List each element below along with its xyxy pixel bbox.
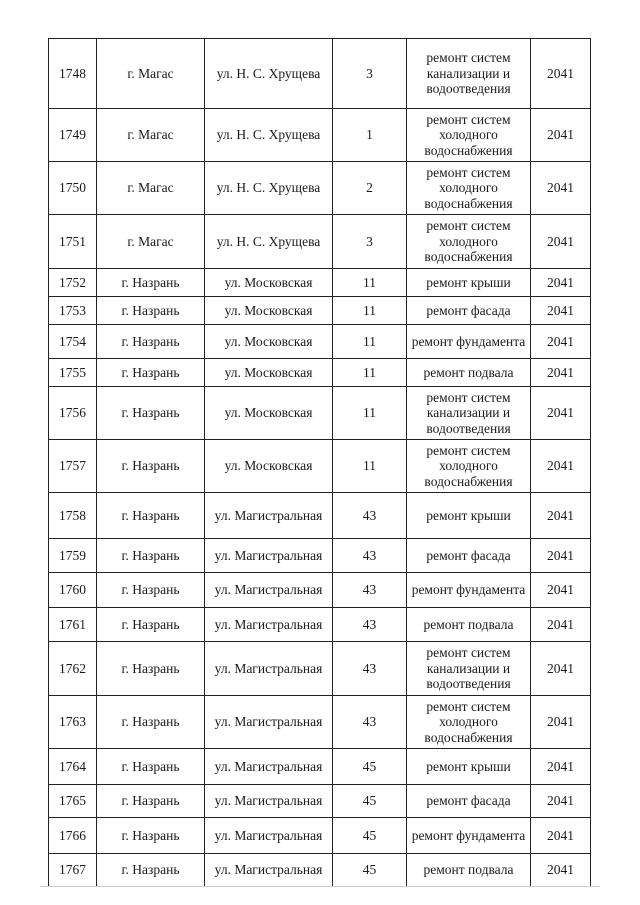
repair-type-cell: ремонт систем холодного водоснабжения: [407, 215, 531, 269]
table-row: [49, 854, 591, 887]
year-cell: 2041: [531, 162, 591, 215]
row-number-cell: 1748: [49, 39, 97, 109]
year-cell: 2041: [531, 325, 591, 359]
table-body: [49, 39, 591, 887]
city-cell: г. Магас: [97, 109, 205, 162]
repair-type-cell: ремонт фасада: [407, 539, 531, 573]
repair-type-cell: ремонт систем холодного водоснабжения: [407, 109, 531, 162]
city-cell: г. Магас: [97, 162, 205, 215]
street-cell: ул. Московская: [205, 269, 333, 297]
row-number-cell: 1752: [49, 269, 97, 297]
table-row: [49, 297, 591, 325]
city-cell: г. Назрань: [97, 440, 205, 493]
year-cell: 2041: [531, 297, 591, 325]
street-cell: ул. Магистральная: [205, 749, 333, 785]
house-number-cell: 11: [333, 325, 407, 359]
street-cell: ул. Магистральная: [205, 696, 333, 749]
table-row: [49, 539, 591, 573]
repair-type-cell: ремонт фундамента: [407, 818, 531, 854]
table-row: [49, 387, 591, 440]
year-cell: 2041: [531, 269, 591, 297]
table-row: [49, 162, 591, 215]
year-cell: 2041: [531, 493, 591, 539]
repair-type-cell: ремонт крыши: [407, 749, 531, 785]
table-row: [49, 269, 591, 297]
city-cell: г. Назрань: [97, 608, 205, 642]
street-cell: ул. Магистральная: [205, 818, 333, 854]
table-row: [49, 215, 591, 269]
city-cell: г. Назрань: [97, 269, 205, 297]
year-cell: 2041: [531, 749, 591, 785]
year-cell: 2041: [531, 109, 591, 162]
repair-type-cell: ремонт фундамента: [407, 573, 531, 608]
city-cell: г. Назрань: [97, 297, 205, 325]
street-cell: ул. Магистральная: [205, 608, 333, 642]
street-cell: ул. Московская: [205, 297, 333, 325]
city-cell: г. Назрань: [97, 785, 205, 818]
house-number-cell: 45: [333, 749, 407, 785]
city-cell: г. Назрань: [97, 573, 205, 608]
row-number-cell: 1760: [49, 573, 97, 608]
table-row: [49, 785, 591, 818]
house-number-cell: 3: [333, 215, 407, 269]
repair-type-cell: ремонт систем холодного водоснабжения: [407, 696, 531, 749]
row-number-cell: 1749: [49, 109, 97, 162]
repair-type-cell: ремонт систем канализации и водоотведения: [407, 387, 531, 440]
repair-type-cell: ремонт крыши: [407, 493, 531, 539]
house-number-cell: 43: [333, 696, 407, 749]
city-cell: г. Назрань: [97, 325, 205, 359]
street-cell: ул. Н. С. Хрущева: [205, 109, 333, 162]
house-number-cell: 45: [333, 854, 407, 887]
row-number-cell: 1756: [49, 387, 97, 440]
row-number-cell: 1764: [49, 749, 97, 785]
city-cell: г. Назрань: [97, 696, 205, 749]
street-cell: ул. Н. С. Хрущева: [205, 39, 333, 109]
street-cell: ул. Магистральная: [205, 785, 333, 818]
house-number-cell: 43: [333, 493, 407, 539]
city-cell: г. Магас: [97, 215, 205, 269]
city-cell: г. Назрань: [97, 854, 205, 887]
house-number-cell: 43: [333, 573, 407, 608]
city-cell: г. Назрань: [97, 493, 205, 539]
row-number-cell: 1761: [49, 608, 97, 642]
city-cell: г. Назрань: [97, 539, 205, 573]
house-number-cell: 11: [333, 387, 407, 440]
street-cell: ул. Магистральная: [205, 642, 333, 696]
row-number-cell: 1759: [49, 539, 97, 573]
row-number-cell: 1753: [49, 297, 97, 325]
repair-type-cell: ремонт подвала: [407, 608, 531, 642]
house-number-cell: 45: [333, 818, 407, 854]
row-number-cell: 1762: [49, 642, 97, 696]
repair-type-cell: ремонт подвала: [407, 359, 531, 387]
year-cell: 2041: [531, 387, 591, 440]
row-number-cell: 1750: [49, 162, 97, 215]
year-cell: 2041: [531, 854, 591, 887]
year-cell: 2041: [531, 440, 591, 493]
year-cell: 2041: [531, 696, 591, 749]
table-row: [49, 818, 591, 854]
scan-edge-line: [40, 886, 600, 887]
table-row: [49, 109, 591, 162]
repair-type-cell: ремонт фасада: [407, 297, 531, 325]
table-row: [49, 573, 591, 608]
street-cell: ул. Н. С. Хрущева: [205, 215, 333, 269]
street-cell: ул. Московская: [205, 440, 333, 493]
city-cell: г. Назрань: [97, 387, 205, 440]
row-number-cell: 1758: [49, 493, 97, 539]
house-number-cell: 43: [333, 642, 407, 696]
row-number-cell: 1757: [49, 440, 97, 493]
table-row: [49, 642, 591, 696]
street-cell: ул. Московская: [205, 325, 333, 359]
house-number-cell: 43: [333, 539, 407, 573]
repair-type-cell: ремонт систем канализации и водоотведения: [407, 39, 531, 109]
row-number-cell: 1763: [49, 696, 97, 749]
table-row: [49, 493, 591, 539]
row-number-cell: 1766: [49, 818, 97, 854]
row-number-cell: 1765: [49, 785, 97, 818]
year-cell: 2041: [531, 785, 591, 818]
row-number-cell: 1754: [49, 325, 97, 359]
year-cell: 2041: [531, 573, 591, 608]
table-row: [49, 696, 591, 749]
year-cell: 2041: [531, 642, 591, 696]
repair-type-cell: ремонт систем холодного водоснабжения: [407, 162, 531, 215]
year-cell: 2041: [531, 608, 591, 642]
street-cell: ул. Магистральная: [205, 493, 333, 539]
street-cell: ул. Магистральная: [205, 573, 333, 608]
house-number-cell: 45: [333, 785, 407, 818]
year-cell: 2041: [531, 359, 591, 387]
table-row: [49, 39, 591, 109]
street-cell: ул. Московская: [205, 359, 333, 387]
year-cell: 2041: [531, 818, 591, 854]
table-row: [49, 749, 591, 785]
house-number-cell: 43: [333, 608, 407, 642]
city-cell: г. Назрань: [97, 642, 205, 696]
house-number-cell: 11: [333, 440, 407, 493]
table-row: [49, 359, 591, 387]
row-number-cell: 1755: [49, 359, 97, 387]
house-number-cell: 1: [333, 109, 407, 162]
city-cell: г. Магас: [97, 39, 205, 109]
table-row: [49, 325, 591, 359]
house-number-cell: 11: [333, 359, 407, 387]
repair-type-cell: ремонт крыши: [407, 269, 531, 297]
table-row: [49, 608, 591, 642]
house-number-cell: 11: [333, 297, 407, 325]
house-number-cell: 3: [333, 39, 407, 109]
year-cell: 2041: [531, 539, 591, 573]
repair-schedule-table: [48, 38, 591, 887]
city-cell: г. Назрань: [97, 359, 205, 387]
year-cell: 2041: [531, 215, 591, 269]
table-row: [49, 440, 591, 493]
street-cell: ул. Магистральная: [205, 854, 333, 887]
row-number-cell: 1767: [49, 854, 97, 887]
repair-type-cell: ремонт подвала: [407, 854, 531, 887]
repair-type-cell: ремонт фасада: [407, 785, 531, 818]
house-number-cell: 2: [333, 162, 407, 215]
row-number-cell: 1751: [49, 215, 97, 269]
street-cell: ул. Московская: [205, 387, 333, 440]
repair-type-cell: ремонт фундамента: [407, 325, 531, 359]
street-cell: ул. Магистральная: [205, 539, 333, 573]
repair-type-cell: ремонт систем холодного водоснабжения: [407, 440, 531, 493]
year-cell: 2041: [531, 39, 591, 109]
house-number-cell: 11: [333, 269, 407, 297]
repair-type-cell: ремонт систем канализации и водоотведения: [407, 642, 531, 696]
city-cell: г. Назрань: [97, 749, 205, 785]
city-cell: г. Назрань: [97, 818, 205, 854]
street-cell: ул. Н. С. Хрущева: [205, 162, 333, 215]
